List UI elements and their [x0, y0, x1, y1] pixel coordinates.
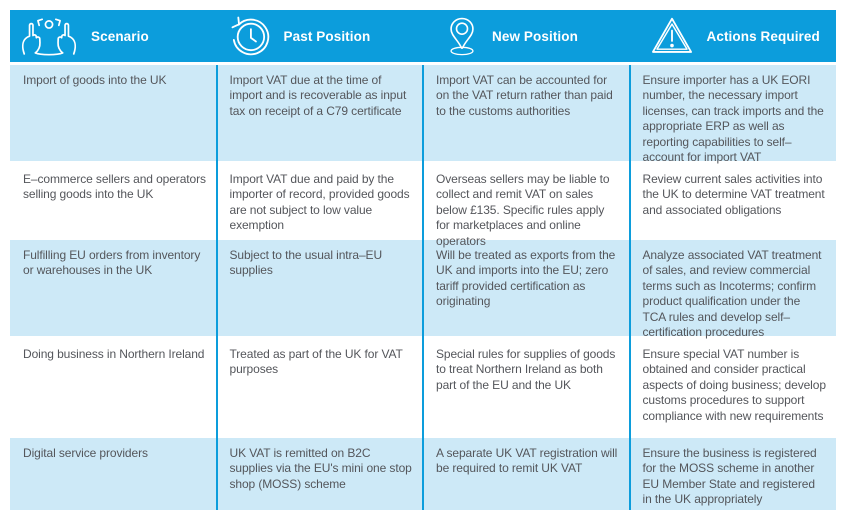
cell-new-position: Special rules for supplies of goods to treat Northern Ireland as both part of the EU and the UK [436, 347, 616, 392]
cell-past-position: Import VAT due at the time of import and is recoverable as input tax on receipt of a C79 certificate [229, 73, 407, 118]
cell-actions-required: Ensure special VAT number is obtained and consider practical aspects of doing business; develop customs procedures to support compliance with new requirements [642, 347, 826, 423]
cell-actions-required: Ensure the business is registered for the MOSS scheme in another EU Member State and registered in the UK appropriately [642, 446, 817, 507]
cell-past-position: Subject to the usual intra–EU supplies [229, 248, 383, 278]
header-cell-past-position [217, 10, 424, 62]
vat-brexit-positions-table [10, 10, 836, 513]
header-cell-new-position [423, 10, 630, 62]
cell-actions-required: Review current sales activities into the UK to determine VAT treatment and associated obligations [642, 172, 825, 217]
cell-new-position: Will be treated as exports from the UK and imports into the EU; zero tariff provided certification as originating [436, 248, 616, 309]
header-cell-scenario [10, 10, 217, 62]
header-label-new-position: New Position [492, 28, 578, 44]
table-body [10, 65, 836, 510]
column-divider [629, 65, 631, 510]
header-label-past-position: Past Position [283, 28, 371, 44]
cell-scenario: Fulfilling EU orders from inventory or warehouses in the UK [23, 248, 201, 278]
warning-triangle-icon [650, 16, 694, 56]
cell-scenario: Doing business in Northern Ireland [23, 347, 205, 361]
cell-past-position: Import VAT due and paid by the importer of record, provided goods are not subject to low value exemption [229, 172, 410, 233]
header-cell-actions-required [630, 10, 837, 62]
cell-scenario: Digital service providers [23, 446, 148, 460]
cell-past-position: Treated as part of the UK for VAT purposes [229, 347, 403, 377]
cell-new-position: Overseas sellers may be liable to collect and remit VAT on sales below £135. Specific rules apply for marketplaces and online operators [436, 172, 610, 248]
cell-actions-required: Analyze associated VAT treatment of sales, and review commercial terms such as Incoterms; confirm product qualification under the TCA rules and develop self–certification procedures [642, 248, 822, 340]
cell-past-position: UK VAT is remitted on B2C supplies via the EU's mini one stop shop (MOSS) scheme [229, 446, 412, 491]
cell-new-position: A separate UK VAT registration will be required to remit UK VAT [436, 446, 618, 476]
cell-new-position: Import VAT can be accounted for on the VAT return rather than paid to the customs authorities [436, 73, 613, 118]
column-divider [216, 65, 218, 510]
location-pin-icon [445, 15, 479, 57]
cell-scenario: E–commerce sellers and operators selling goods into the UK [23, 172, 206, 202]
cell-actions-required: Ensure importer has a UK EORI number, the necessary import licenses, can track imports and the appropriate ERP as well as reporting capabilities to self–account for import VAT [642, 73, 824, 165]
history-clock-icon [229, 15, 271, 57]
cell-scenario: Import of goods into the UK [23, 73, 167, 87]
header-label-actions-required: Actions Required [706, 28, 820, 44]
table-header [10, 10, 836, 62]
hands-framing-icon [20, 16, 78, 56]
header-label-scenario: Scenario [91, 28, 149, 44]
column-divider [422, 65, 424, 510]
